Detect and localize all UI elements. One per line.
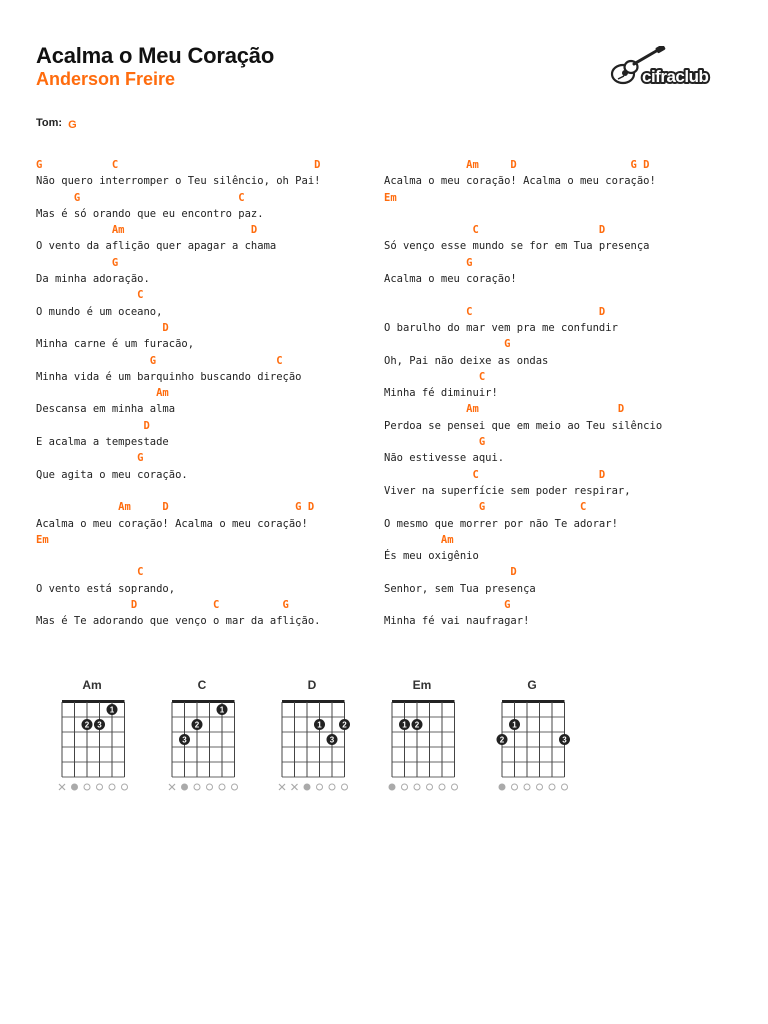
open-string-icon xyxy=(97,784,103,790)
chord-name: Am xyxy=(82,678,102,692)
svg-text:3: 3 xyxy=(329,735,335,745)
tom-key[interactable]: G xyxy=(68,119,77,131)
lyric-line: Oh, Pai não deixe as ondas xyxy=(384,354,549,367)
root-string-icon xyxy=(182,784,188,790)
blank-line xyxy=(384,287,662,303)
lyric-line: És meu oxigênio xyxy=(384,550,479,563)
fretboard xyxy=(154,696,250,792)
svg-text:3: 3 xyxy=(562,735,567,745)
tom-label: Tom: xyxy=(36,117,63,129)
svg-text:1: 1 xyxy=(317,720,322,730)
chord-line[interactable]: Em xyxy=(36,533,49,546)
blank-line xyxy=(36,483,320,499)
open-string-icon xyxy=(317,784,323,790)
svg-text:1: 1 xyxy=(402,720,407,730)
chord-line[interactable]: G C xyxy=(36,191,245,204)
chord-line[interactable]: C xyxy=(36,289,144,302)
svg-text:1: 1 xyxy=(219,705,225,715)
chord-line[interactable]: Am D xyxy=(384,403,625,416)
blank-line xyxy=(384,206,662,222)
open-string-icon xyxy=(414,784,420,790)
chord-line[interactable]: D xyxy=(36,321,169,334)
muted-string-icon xyxy=(292,784,298,790)
lyrics-left-column xyxy=(36,157,320,630)
open-string-icon xyxy=(427,784,433,790)
chord-line[interactable]: D C G xyxy=(36,599,289,612)
open-string-icon xyxy=(84,784,90,790)
chord-line[interactable]: G C xyxy=(36,354,283,367)
chord-line[interactable]: G xyxy=(36,452,144,465)
song-title: Acalma o Meu Coração xyxy=(36,43,275,68)
lyric-line: Não estivesse aqui. xyxy=(384,452,505,465)
svg-text:2: 2 xyxy=(414,720,420,730)
finger-dot xyxy=(82,719,93,730)
open-string-icon xyxy=(452,784,458,790)
open-string-icon xyxy=(232,784,238,790)
svg-text:2: 2 xyxy=(342,720,347,730)
lyric-line: Minha carne é um furacão, xyxy=(36,338,195,351)
open-string-icon xyxy=(537,784,543,790)
finger-dot xyxy=(192,719,203,730)
svg-text:2: 2 xyxy=(84,720,90,730)
open-string-icon xyxy=(219,784,225,790)
open-string-icon xyxy=(109,784,115,790)
finger-dot xyxy=(314,719,325,730)
finger-dot xyxy=(107,704,118,715)
lyric-line: E acalma a tempestade xyxy=(36,436,169,449)
lyric-line: O vento da aflição quer apagar a chama xyxy=(36,240,277,253)
svg-text:1: 1 xyxy=(512,720,517,730)
logo-text: cifraclub xyxy=(642,67,709,86)
lyric-line: Só venço esse mundo se for em Tua presença xyxy=(384,240,650,253)
finger-dot xyxy=(94,719,105,730)
svg-text:2: 2 xyxy=(499,735,505,745)
lyric-line: Acalma o meu coração! Acalma o meu coração! xyxy=(36,517,308,530)
open-string-icon xyxy=(207,784,213,790)
chord-name: Em xyxy=(412,678,432,692)
svg-text:2: 2 xyxy=(194,720,200,730)
open-string-icon xyxy=(524,784,530,790)
open-string-icon xyxy=(342,784,348,790)
chord-line[interactable]: G xyxy=(384,256,473,269)
root-string-icon xyxy=(389,784,395,790)
lyric-line: O barulho do mar vem pra me confundir xyxy=(384,321,618,334)
lyric-line: Perdoa se pensei que em meio ao Teu silêncio xyxy=(384,419,663,432)
lyric-line: Minha fé diminuir! xyxy=(384,387,498,400)
chord-name: D xyxy=(307,678,317,692)
lyric-line: Minha vida é um barquinho buscando direção xyxy=(36,370,302,383)
muted-string-icon xyxy=(59,784,65,790)
lyric-line: Minha fé vai naufragar! xyxy=(384,615,530,628)
chord-line[interactable]: C xyxy=(36,566,144,579)
open-string-icon xyxy=(122,784,128,790)
chord-line[interactable]: G C xyxy=(384,501,587,514)
lyrics-right-column xyxy=(384,157,662,630)
finger-dot xyxy=(339,719,350,730)
chord-line[interactable]: Em xyxy=(384,191,397,204)
lyric-line: Descansa em minha alma xyxy=(36,403,176,416)
finger-dot xyxy=(497,734,508,745)
lyric-line: Mas é só orando que eu encontro paz. xyxy=(36,207,264,220)
lyric-line: O mundo é um oceano, xyxy=(36,305,163,318)
chord-line[interactable]: D xyxy=(384,566,517,579)
finger-dot xyxy=(179,734,190,745)
open-string-icon xyxy=(329,784,335,790)
finger-dot xyxy=(559,734,570,745)
tom-row xyxy=(36,117,77,129)
lyric-line: Não quero interromper o Teu silêncio, oh Pai! xyxy=(36,175,321,188)
chord-line[interactable]: Am D xyxy=(36,224,258,237)
muted-string-icon xyxy=(169,784,175,790)
muted-string-icon xyxy=(279,784,285,790)
chord-line[interactable]: Am xyxy=(384,533,454,546)
chord-line[interactable]: Am D G D xyxy=(384,159,650,171)
chord-line[interactable]: C D xyxy=(384,224,606,237)
lyric-line: Acalma o meu coração! xyxy=(384,273,517,286)
chord-line[interactable]: G xyxy=(384,338,511,351)
svg-text:1: 1 xyxy=(109,705,115,715)
svg-text:3: 3 xyxy=(97,720,102,730)
fretboard xyxy=(44,696,140,792)
lyric-line: O vento está soprando, xyxy=(36,582,176,595)
lyric-line: Da minha adoração. xyxy=(36,273,150,286)
lyric-line: Mas é Te adorando que venço o mar da aflição. xyxy=(36,615,321,628)
finger-dot xyxy=(412,719,423,730)
fretboard xyxy=(374,696,470,792)
lyric-line: Acalma o meu coração! Acalma o meu coração! xyxy=(384,175,656,188)
finger-dot xyxy=(217,704,228,715)
chord-line[interactable]: Am D G D xyxy=(36,501,315,514)
lyric-line: O mesmo que morrer por não Te adorar! xyxy=(384,517,618,530)
lyric-line: Viver na superfície sem poder respirar, xyxy=(384,484,631,497)
root-string-icon xyxy=(499,784,505,790)
cifraclub-logo[interactable] xyxy=(606,46,722,92)
chord-line[interactable]: C D xyxy=(384,468,606,481)
root-string-icon xyxy=(72,784,78,790)
open-string-icon xyxy=(439,784,445,790)
chord-line[interactable]: D xyxy=(36,419,150,432)
lyric-line: Que agita o meu coração. xyxy=(36,468,188,481)
open-string-icon xyxy=(194,784,200,790)
chord-line[interactable]: G xyxy=(36,256,119,269)
lyric-line: Senhor, sem Tua presença xyxy=(384,582,536,595)
finger-dot xyxy=(327,734,338,745)
finger-dot xyxy=(509,719,520,730)
fretboard xyxy=(264,696,360,792)
chord-line[interactable]: G xyxy=(384,599,511,612)
blank-line xyxy=(36,548,320,564)
chord-line[interactable]: C D xyxy=(384,305,606,318)
chord-line[interactable]: G xyxy=(384,436,486,449)
open-string-icon xyxy=(549,784,555,790)
artist-name[interactable]: Anderson Freire xyxy=(36,69,176,89)
chord-name: G xyxy=(527,678,537,692)
fretboard xyxy=(484,696,580,792)
open-string-icon xyxy=(402,784,408,790)
open-string-icon xyxy=(562,784,568,790)
open-string-icon xyxy=(512,784,518,790)
svg-text:3: 3 xyxy=(182,735,187,745)
chord-line[interactable]: C xyxy=(384,370,486,383)
root-string-icon xyxy=(304,784,310,790)
finger-dot xyxy=(399,719,410,730)
chord-name: C xyxy=(197,678,207,692)
chord-line[interactable]: Am xyxy=(36,387,169,400)
chord-line[interactable]: G C D xyxy=(36,159,321,171)
